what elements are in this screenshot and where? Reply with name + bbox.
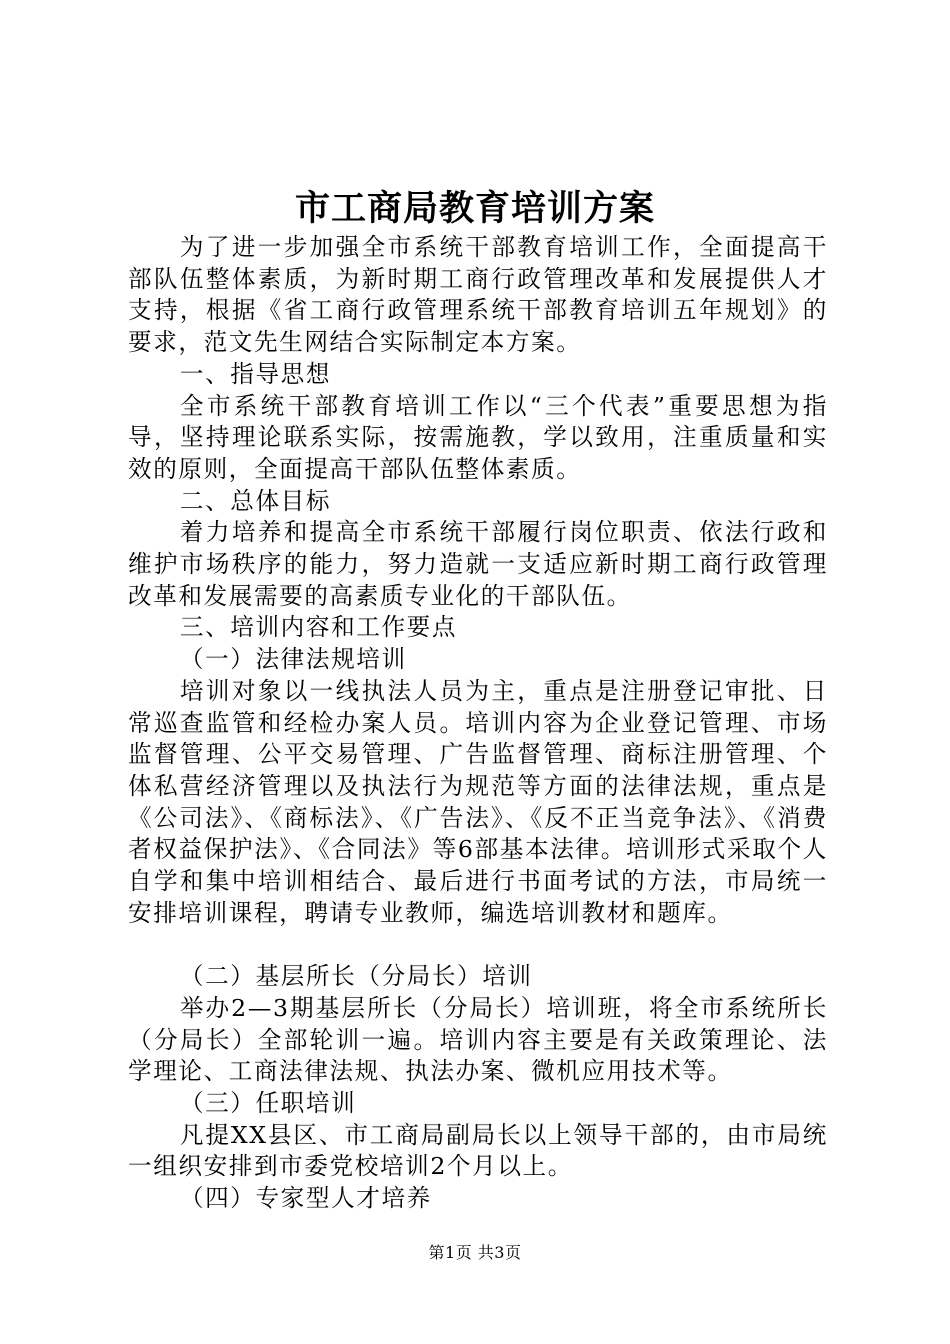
page-footer: 第1页 共3页 — [428, 1243, 522, 1262]
section-heading-overall-goal: 二、总体目标 — [179, 486, 332, 515]
legal-training-paragraph: 培训对象以一线执法人员为主，重点是注册登记审批、日常巡查监管和经检办案人员。培训内容为企业登记管理、市场监督管理、公平交易管理、广告监督管理、商标注册管理、个体私营经济管理以及执法行为规范等方面的法律法规，重点是《公司法》、《商标法》、《广告法》、《反不正当竞争法》、《消费者权益保护法》、《合同法》等6部基本法律。培训形式采取个人自学和集中培训相结合、最后进行书面考试的方法，市局统一安排培训课程，聘请专业教师，编选培训教材和题库。 — [128, 676, 828, 927]
section-heading-guiding-ideology: 一、指导思想 — [179, 359, 332, 388]
intro-paragraph: 为了进一步加强全市系统干部教育培训工作，全面提高干部队伍整体素质，为新时期工商行政管理改革和发展提供人才支持，根据《省工商行政管理系统干部教育培训五年规划》的要求，范文先生网结合实际制定本方案。 — [128, 233, 828, 357]
subsection-heading-legal-training: （一）法律法规培训 — [179, 645, 407, 674]
document-title: 市工商局教育培训方案 — [294, 188, 655, 229]
guiding-ideology-paragraph: 全市系统干部教育培训工作以“三个代表”重要思想为指导，坚持理论联系实际，按需施教，学以致用，注重质量和实效的原则，全面提高干部队伍整体素质。 — [128, 391, 828, 483]
director-training-paragraph: 举办2—3期基层所长（分局长）培训班，将全市系统所长（分局长）全部轮训一遍。培训内容主要是有关政策理论、法学理论、工商法律法规、执法办案、微机应用技术等。 — [128, 993, 828, 1086]
subsection-heading-expert-talent: （四）专家型人才培养 — [179, 1184, 432, 1213]
document-body — [128, 232, 828, 1215]
subsection-heading-director-training: （二）基层所长（分局长）培训 — [179, 962, 533, 991]
subsection-heading-appointment-training: （三）任职培训 — [179, 1088, 357, 1117]
appointment-training-paragraph: 凡提XX县区、市工商局副局长以上领导干部的，由市局统一组织安排到市委党校培训2个月以上。 — [128, 1120, 828, 1181]
section-heading-training-content: 三、培训内容和工作要点 — [179, 613, 458, 642]
overall-goal-paragraph: 着力培养和提高全市系统干部履行岗位职责、依法行政和维护市场秩序的能力，努力造就一支适应新时期工商行政管理改革和发展需要的高素质专业化的干部队伍。 — [128, 518, 828, 610]
